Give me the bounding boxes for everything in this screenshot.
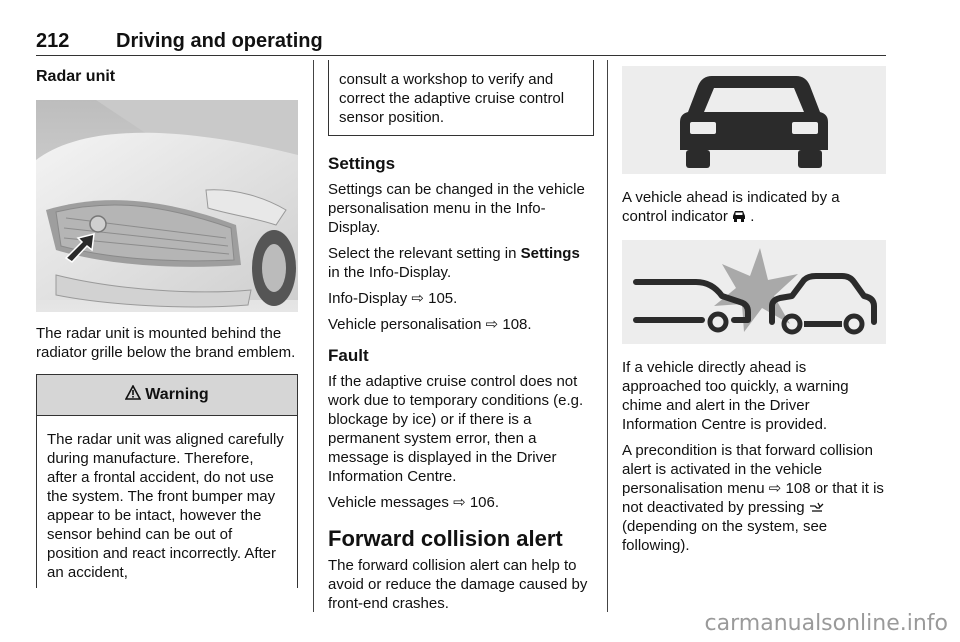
ref-vehicle-messages[interactable] xyxy=(328,493,594,512)
ref-vehicle-personalisation-page: 108. xyxy=(502,316,532,333)
radar-unit-caption: The radar unit is mounted behind the radiator grille below the brand emblem. xyxy=(36,325,296,361)
ref-info-display-page: 105. xyxy=(428,290,458,307)
collision-warning-panel xyxy=(622,240,886,344)
page-ref-arrow-icon: ⇨ xyxy=(453,494,466,511)
ref-info-display[interactable] xyxy=(328,289,594,308)
vehicle-ahead-indicator-panel xyxy=(622,66,886,174)
precondition-paragraph xyxy=(622,441,886,555)
ref-vehicle-personalisation[interactable] xyxy=(328,315,594,334)
fault-paragraph: If the adaptive cruise control does not work due to temporary conditions (e.g. blockage by ice) or if there is a permanent system error, then a message is displayed in the Driver Information Centre. xyxy=(328,373,584,485)
warning-continued-text: consult a workshop to verify and correct the adaptive cruise control sensor position. xyxy=(339,71,565,126)
column-1 xyxy=(36,60,298,588)
column-divider-2 xyxy=(607,60,608,612)
heading-settings: Settings xyxy=(328,154,396,173)
settings-paragraph-1: Settings can be changed in the vehicle personalisation menu in the Info-Display. xyxy=(328,181,585,236)
page-ref-arrow-icon: ⇨ xyxy=(768,480,782,497)
settings-paragraph-2 xyxy=(328,244,594,282)
ref-vehicle-personalisation-text: Vehicle personalisation xyxy=(328,316,482,333)
heading-forward-collision-alert: Forward collision alert xyxy=(328,526,563,551)
vehicle-ahead-text: A vehicle ahead is indicated by a control indicator xyxy=(622,189,840,225)
column-3 xyxy=(622,60,886,562)
section-title-radar-unit: Radar unit xyxy=(36,68,116,85)
fca-button-icon xyxy=(809,499,825,516)
car-front-radar-image xyxy=(36,100,298,312)
page-ref-arrow-icon: ⇨ xyxy=(411,290,424,307)
warning-text: The radar unit was aligned carefully during manufacture. Therefore, after a frontal accident, do not use the system. The front bumper may appear to be intact, however the sensor behind can be out of position and react incorrectly. After an accident, xyxy=(47,431,284,581)
collision-warning-paragraph: If a vehicle directly ahead is approached too quickly, a warning chime and alert in the Driver Information Centre is provided. xyxy=(622,359,849,433)
page-ref-arrow-icon: ⇨ xyxy=(485,316,499,333)
settings-menu-label: Settings xyxy=(520,245,580,262)
warning-box-continued xyxy=(328,60,594,136)
vehicle-ahead-paragraph xyxy=(622,188,886,226)
column-divider-1 xyxy=(313,60,314,612)
car-indicator-icon xyxy=(732,208,750,225)
ref-info-display-text: Info-Display xyxy=(328,290,408,307)
fca-paragraph: The forward collision alert can help to avoid or reduce the damage caused by front-end crashes. xyxy=(328,557,588,612)
warning-title: Warning xyxy=(145,386,209,403)
settings-p2-post: in the Info-Display. xyxy=(328,264,452,281)
settings-p2-pre: Select the relevant setting in xyxy=(328,245,517,262)
ref-vehicle-messages-text: Vehicle messages xyxy=(328,494,449,511)
page-number: 212 xyxy=(36,30,70,52)
column-2 xyxy=(328,60,594,620)
warning-header xyxy=(37,375,297,416)
watermark: carmanualsonline.info xyxy=(704,611,948,636)
vehicle-ahead-icon xyxy=(622,66,886,174)
heading-fault: Fault xyxy=(328,346,369,365)
collision-alert-icon xyxy=(622,240,886,344)
precondition-ref[interactable]: 108 or that it is not deactivated by pressing xyxy=(622,480,884,516)
page-header xyxy=(36,30,886,54)
ref-vehicle-messages-page: 106. xyxy=(469,494,500,511)
precondition-text-end: (depending on the system, see following). xyxy=(622,518,828,554)
header-divider xyxy=(36,55,886,56)
warning-triangle-icon xyxy=(125,385,141,405)
warning-box xyxy=(36,374,298,588)
precondition-text: A precondition is that forward collision alert is activated in the vehicle personalisation menu xyxy=(622,442,873,497)
chapter-title: Driving and operating xyxy=(116,30,323,52)
vehicle-ahead-text-end: . xyxy=(750,208,755,225)
